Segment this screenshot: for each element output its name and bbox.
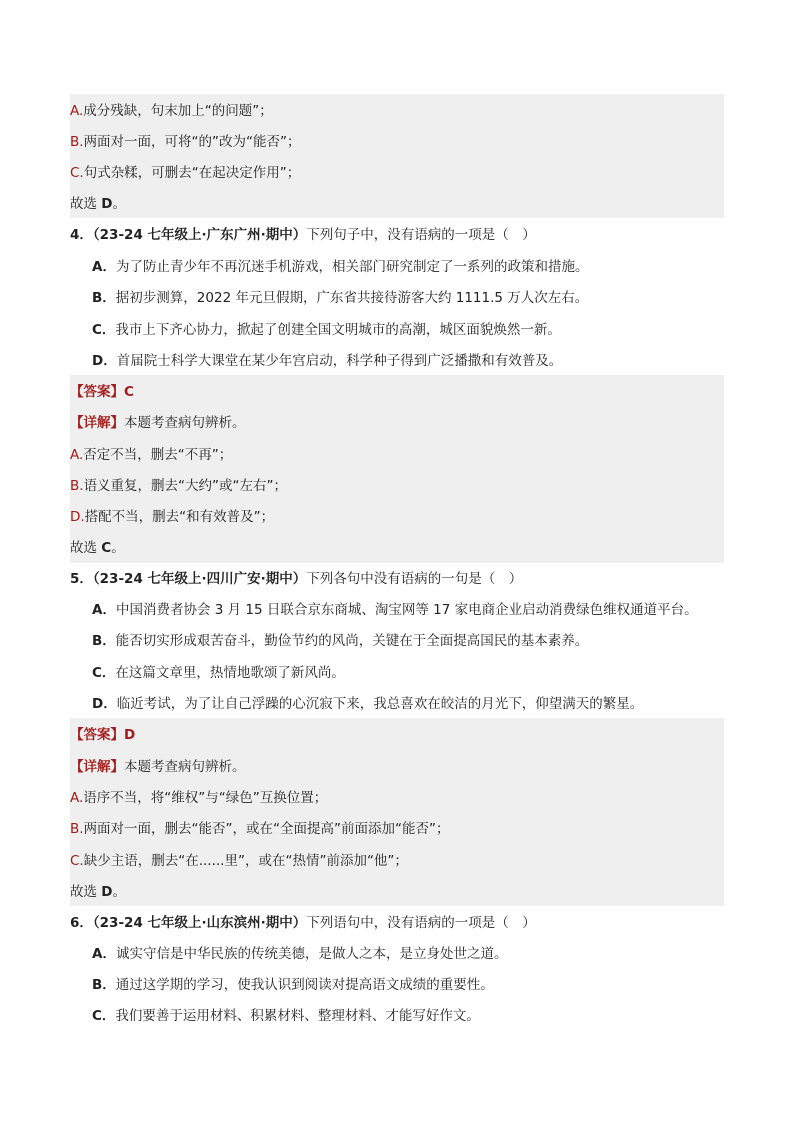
question-text: 下列句子中，没有语病的一项是（ ） [306,227,536,243]
detail-line: 【详解】本题考查病句辨析。 [70,759,246,775]
question-source: （23-24 七年级上·山东滨州·期中） [92,915,307,931]
answer-shade [70,718,724,906]
detail-line: 【详解】本题考查病句辨析。 [70,415,246,431]
question-stem [70,225,536,245]
question-source: （23-24 七年级上·四川广安·期中） [92,571,307,587]
answer-line [70,725,135,745]
conclusion-line: 故选 C。 [70,540,125,556]
explanation-line: B.语义重复，删去“大约”或“左右”； [70,478,288,494]
option-d: D．临近考试，为了让自己浮躁的心沉寂下来，我总喜欢在皎洁的月光下，仰望满天的繁星。 [92,696,644,712]
explanation-text: 成分残缺，句末加上“的问题”； [83,103,273,119]
detail-tag: 【详解】 [70,415,124,431]
question-number: 5． [70,571,93,587]
explanation-line: A.否定不当，删去“不再”； [70,447,233,463]
explanation-text: 两面对一面，可将“的”改为“能否”； [83,134,301,150]
answer-shade [70,375,724,563]
explanation-line [70,132,301,152]
option-c: C．我市上下齐心协力，掀起了创建全国文明城市的高潮，城区面貌焕然一新。 [92,322,561,338]
question-text: 下列各句中没有语病的一句是（ ） [306,571,523,587]
conclusion-line: 故选 D。 [70,196,127,212]
answer-letter: D [124,727,136,743]
option-b: B．据初步测算，2022 年元旦假期，广东省共接待游客大约 1111.5 万人次左右。 [92,290,589,306]
question-number: 6． [70,915,93,931]
explanation-line: A.语序不当，将“维权”与“绿色”互换位置； [70,790,328,806]
explanation-line [70,101,273,121]
question-text: 下列语句中，没有语病的一项是（ ） [306,915,536,931]
explanation-line [70,163,300,183]
answer-letter: C [124,384,134,400]
option-label: A. [70,103,84,119]
question-stem [70,913,536,933]
answer-tag: 【答案】 [70,727,124,743]
option-a: A．诚实守信是中华民族的传统美德，是做人之本，是立身处世之道。 [92,946,508,962]
explanation-line: C.缺少主语，删去“在......里”，或在“热情”前添加“他”； [70,853,408,869]
question-stem [70,569,522,589]
option-label: C. [70,165,84,181]
option-d: D．首届院士科学大课堂在某少年宫启动，科学种子得到广泛播撒和有效普及。 [92,353,563,369]
option-a: A．中国消费者协会 3 月 15 日联合京东商城、淘宝网等 17 家电商企业启动消费绿色维权通道平台。 [92,602,698,618]
explanation-text: 句式杂糅，可删去“在起决定作用”； [83,165,301,181]
option-c: C．在这篇文章里，热情地歌颂了新风尚。 [92,665,345,681]
option-label: B. [70,134,84,150]
conclusion-line: 故选 D。 [70,884,127,900]
explanation-line: D.搭配不当，删去“和有效普及”； [70,509,275,525]
option-b: B．通过这学期的学习，使我认识到阅读对提高语文成绩的重要性。 [92,977,494,993]
detail-tag: 【详解】 [70,759,124,775]
option-c: C．我们要善于运用材料、积累材料、整理材料、才能写好作文。 [92,1008,480,1024]
answer-line [70,382,134,402]
option-b: B．能否切实形成艰苦奋斗，勤俭节约的风尚，关键在于全面提高国民的基本素养。 [92,633,589,649]
question-number: 4． [70,227,93,243]
answer-tag: 【答案】 [70,384,124,400]
option-a: A．为了防止青少年不再沉迷手机游戏，相关部门研究制定了一系列的政策和措施。 [92,259,589,275]
explanation-line: B.两面对一面，删去“能否”，或在“全面提高”前面添加“能否”； [70,821,450,837]
answer-letter: D [101,196,113,212]
question-source: （23-24 七年级上·广东广州·期中） [92,227,307,243]
